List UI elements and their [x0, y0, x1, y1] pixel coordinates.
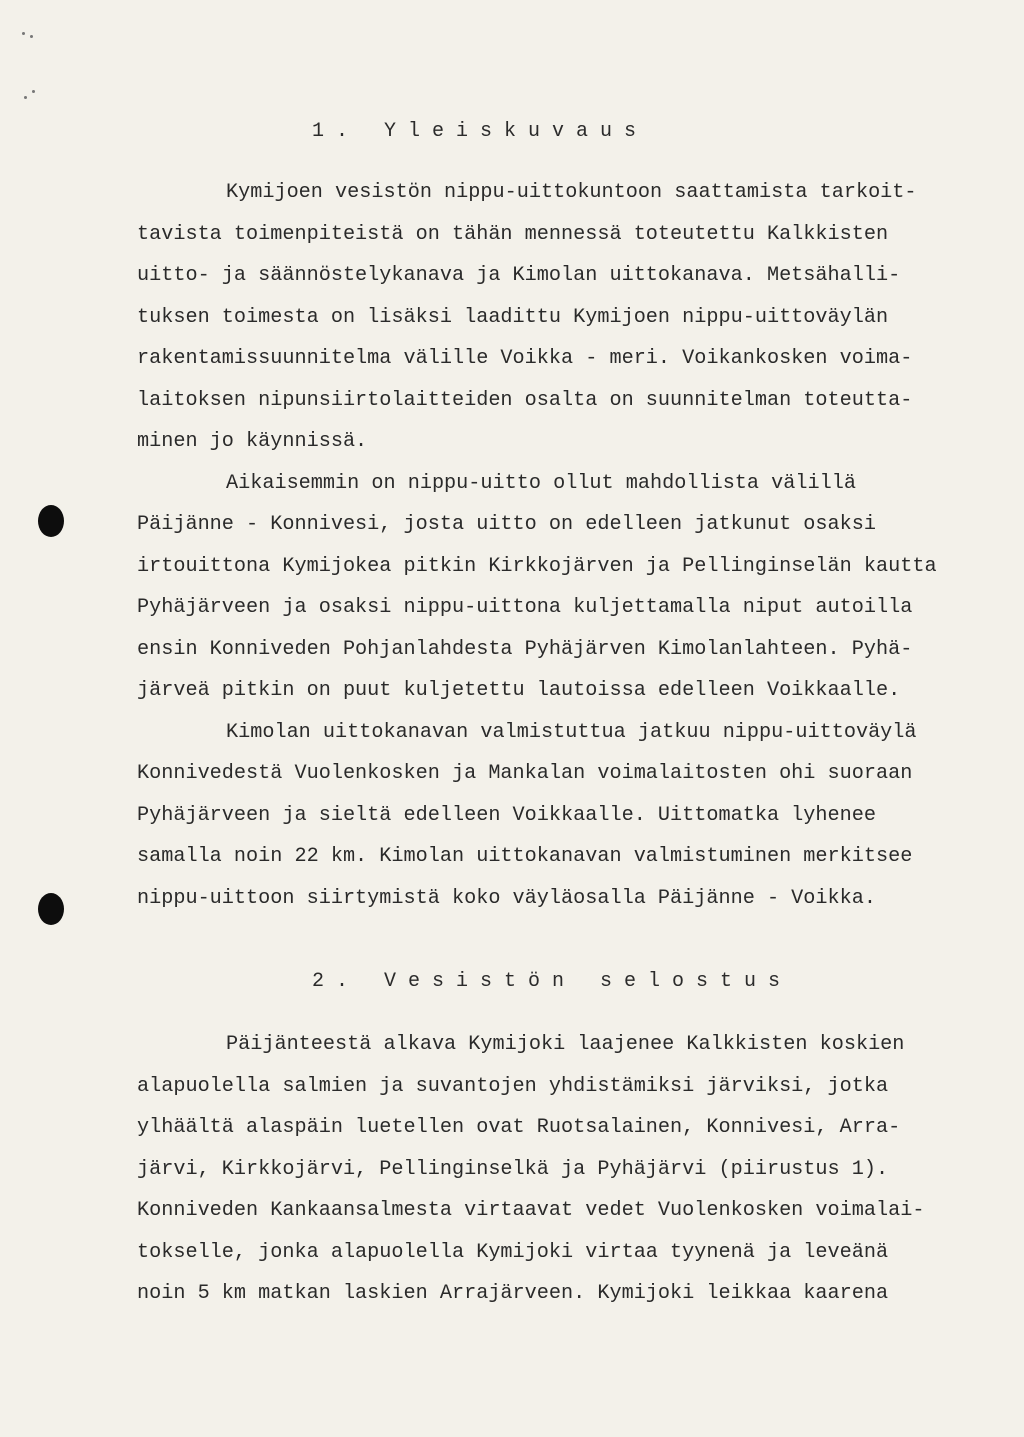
text-line: Konnivedestä Vuolenkosken ja Mankalan voimalaitosten ohi suoraan: [137, 762, 913, 785]
text-line: Pyhäjärveen ja osaksi nippu-uittona kuljettamalla niput autoilla: [137, 596, 913, 619]
text-line: nippu-uittoon siirtymistä koko väyläosalla Päijänne - Voikka.: [137, 887, 876, 910]
text-line: laitoksen nipunsiirtolaitteiden osalta on suunnitelman toteutta-: [137, 389, 913, 412]
text-line: järveä pitkin on puut kuljetettu lautoissa edelleen Voikkaalle.: [137, 679, 901, 702]
text-line: ensin Konniveden Pohjanlahdesta Pyhäjärven Kimolanlahteen. Pyhä-: [137, 638, 913, 661]
section-2-heading: 2. Vesistön selostus: [312, 970, 793, 993]
text-line: uitto- ja säännöstelykanava ja Kimolan uittokanava. Metsähalli-: [137, 264, 901, 287]
text-line: Aikaisemmin on nippu-uitto ollut mahdollista välillä: [226, 472, 856, 495]
punch-hole-icon: [38, 893, 64, 925]
text-line: järvi, Kirkkojärvi, Pellinginselkä ja Pyhäjärvi (piirustus 1).: [137, 1158, 889, 1181]
text-line: Kimolan uittokanavan valmistuttua jatkuu nippu-uittoväylä: [226, 721, 917, 744]
text-line: Päijänteestä alkava Kymijoki laajenee Kalkkisten koskien: [226, 1033, 905, 1056]
punch-hole-icon: [38, 505, 64, 537]
text-line: minen jo käynnissä.: [137, 430, 368, 453]
text-line: tokselle, jonka alapuolella Kymijoki virtaa tyynenä ja leveänä: [137, 1241, 889, 1264]
text-line: ylhäältä alaspäin luetellen ovat Ruotsalainen, Konnivesi, Arra-: [137, 1116, 901, 1139]
text-line: Pyhäjärveen ja sieltä edelleen Voikkaalle. Uittomatka lyhenee: [137, 804, 876, 827]
text-line: tavista toimenpiteistä on tähän mennessä toteutettu Kalkkisten: [137, 223, 889, 246]
text-line: rakentamissuunnitelma välille Voikka - meri. Voikankosken voima-: [137, 347, 913, 370]
text-line: Konniveden Kankaansalmesta virtaavat vedet Vuolenkosken voimalai-: [137, 1199, 925, 1222]
text-line: alapuolella salmien ja suvantojen yhdistämiksi järviksi, jotka: [137, 1075, 889, 1098]
text-line: Kymijoen vesistön nippu-uittokuntoon saattamista tarkoit-: [226, 181, 917, 204]
section-1-heading: 1. Yleiskuvaus: [312, 120, 649, 143]
paper-speck: [32, 90, 35, 93]
paper-speck: [30, 35, 33, 38]
text-line: tuksen toimesta on lisäksi laadittu Kymijoen nippu-uittoväylän: [137, 306, 889, 329]
text-line: Päijänne - Konnivesi, josta uitto on edelleen jatkunut osaksi: [137, 513, 876, 536]
text-line: samalla noin 22 km. Kimolan uittokanavan valmistuminen merkitsee: [137, 845, 913, 868]
text-line: irtouittona Kymijokea pitkin Kirkkojärven ja Pellinginselän kautta: [137, 555, 937, 578]
paper-speck: [24, 96, 27, 99]
paper-speck: [22, 32, 25, 35]
text-line: noin 5 km matkan laskien Arrajärveen. Kymijoki leikkaa kaarena: [137, 1282, 889, 1305]
